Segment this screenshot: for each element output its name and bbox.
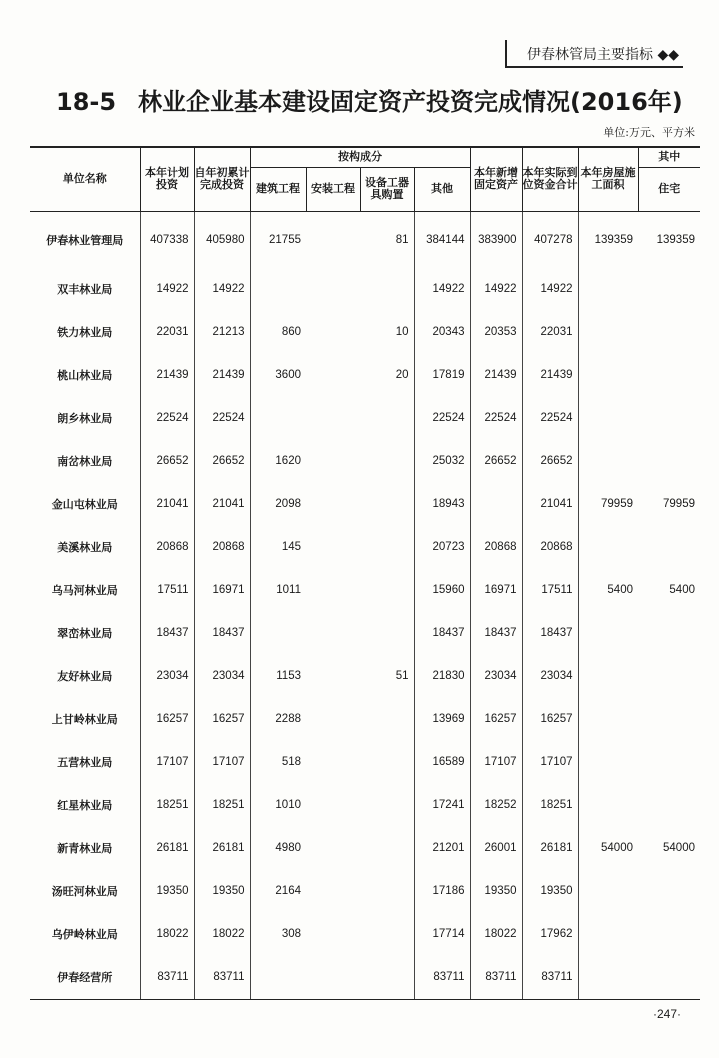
header-composition: 按构成分: [250, 147, 470, 167]
header-cumulative: 自年初累计完成投资: [194, 147, 250, 211]
cell-other: 21201: [414, 827, 470, 870]
cell-housing-area: 5400: [578, 569, 638, 612]
cell-installation: [306, 397, 360, 440]
cell-unit-name: 乌马河林业局: [51, 584, 118, 597]
cell-installation: [306, 354, 360, 397]
cell-housing-area: 79959: [578, 483, 638, 526]
cell-cumulative: 405980: [194, 211, 250, 268]
header-actual-funds: 本年实际到位资金合计: [522, 147, 578, 211]
cell-construction: 145: [250, 526, 306, 569]
cell-residential: 54000: [663, 842, 695, 854]
cell-installation: [306, 526, 360, 569]
cell-cumulative: 16971: [194, 569, 250, 612]
cell-new-assets: 26001: [470, 827, 522, 870]
cell-equipment: 81: [395, 233, 409, 246]
cell-other: 17819: [414, 354, 470, 397]
cell-cumulative: 26181: [194, 827, 250, 870]
cell-actual-funds: 26181: [522, 827, 578, 870]
cell-installation: [306, 784, 360, 827]
cell-construction: 1153: [250, 655, 306, 698]
cell-equipment: [360, 612, 414, 655]
cell-cumulative: 18022: [194, 913, 250, 956]
cell-residential: [638, 440, 700, 483]
cell-construction: 2288: [250, 698, 306, 741]
investment-table: [30, 146, 700, 1000]
cell-unit-name: 伊春经营所: [30, 956, 140, 1000]
cell-new-assets: 14922: [470, 268, 522, 311]
cell-unit-name: 南岔林业局: [57, 455, 113, 468]
cell-plan: 26181: [140, 827, 194, 870]
table-row: [30, 655, 700, 698]
cell-plan: 18251: [140, 784, 194, 827]
cell-equipment: 51: [395, 670, 409, 682]
cell-cumulative: 19350: [194, 870, 250, 913]
cell-other: 18943: [414, 483, 470, 526]
header-equipment: 设备工器具购置: [360, 167, 414, 211]
cell-construction: [250, 268, 306, 311]
cell-equipment: 20: [395, 369, 409, 381]
unit-note: 单位:万元、平方米: [603, 126, 695, 139]
cell-new-assets: 18252: [470, 784, 522, 827]
cell-new-assets: 26652: [470, 440, 522, 483]
cell-new-assets: 21439: [470, 354, 522, 397]
cell-installation: [306, 655, 360, 698]
cell-new-assets: 83711: [470, 956, 522, 1000]
cell-new-assets: 23034: [470, 655, 522, 698]
cell-equipment: [360, 268, 414, 311]
header-installation: 安装工程: [306, 167, 360, 211]
cell-residential: [638, 913, 700, 956]
cell-cumulative: 18251: [194, 784, 250, 827]
cell-actual-funds: 22524: [522, 397, 578, 440]
cell-other: 384144: [414, 211, 470, 268]
header-unit-name: 单位名称: [30, 147, 140, 211]
cell-residential: [638, 526, 700, 569]
cell-residential: [638, 311, 700, 354]
cell-cumulative: 22524: [194, 397, 250, 440]
cell-other: 15960: [414, 569, 470, 612]
cell-cumulative: 18437: [194, 612, 250, 655]
cell-plan: 83711: [140, 956, 194, 1000]
cell-construction: 21755: [250, 211, 306, 268]
cell-residential: [638, 354, 700, 397]
cell-actual-funds: 16257: [522, 698, 578, 741]
cell-plan: 18437: [140, 612, 194, 655]
cell-equipment: [360, 913, 414, 956]
cell-housing-area: 54000: [578, 827, 638, 870]
cell-other: 17186: [414, 870, 470, 913]
table-row: [30, 397, 700, 440]
running-head-divider: [505, 40, 507, 68]
cell-actual-funds: 26652: [522, 440, 578, 483]
cell-new-assets: 18022: [470, 913, 522, 956]
cell-cumulative: 16257: [194, 698, 250, 741]
cell-installation: [306, 870, 360, 913]
cell-actual-funds: 23034: [522, 655, 578, 698]
cell-new-assets: 17107: [470, 741, 522, 784]
cell-construction: 1010: [250, 784, 306, 827]
cell-unit-name: 美溪林业局: [57, 541, 113, 554]
cell-actual-funds: 21041: [522, 483, 578, 526]
cell-actual-funds: 19350: [522, 870, 578, 913]
cell-cumulative: 14922: [194, 268, 250, 311]
cell-unit-name: 汤旺河林业局: [51, 885, 118, 898]
cell-housing-area: [578, 526, 638, 569]
cell-plan: 22031: [140, 311, 194, 354]
cell-other: 17241: [414, 784, 470, 827]
cell-plan: 23034: [140, 655, 194, 698]
cell-equipment: [360, 741, 414, 784]
cell-actual-funds: 407278: [522, 211, 578, 268]
cell-installation: [306, 956, 360, 1000]
cell-residential: 79959: [663, 498, 695, 510]
cell-actual-funds: 18437: [522, 612, 578, 655]
cell-construction: 3600: [250, 354, 306, 397]
table-row: [30, 913, 700, 956]
cell-equipment: [360, 870, 414, 913]
table-row: [30, 741, 700, 784]
cell-other: 25032: [414, 440, 470, 483]
cell-plan: 407338: [140, 211, 194, 268]
cell-other: 22524: [414, 397, 470, 440]
cell-other: 20723: [414, 526, 470, 569]
header-housing-area: 本年房屋施工面积: [578, 147, 638, 211]
cell-housing-area: [578, 913, 638, 956]
table-row: [30, 569, 700, 612]
cell-housing-area: [578, 612, 638, 655]
cell-new-assets: 383900: [470, 211, 522, 268]
cell-other: 21830: [414, 655, 470, 698]
cell-construction: 1620: [250, 440, 306, 483]
table-row: [30, 268, 700, 311]
table-row: [30, 526, 700, 569]
header-new-assets: 本年新增固定资产: [470, 147, 522, 211]
cell-residential: [638, 655, 700, 698]
cell-construction: [250, 397, 306, 440]
cell-actual-funds: 18251: [522, 784, 578, 827]
cell-cumulative: 21041: [194, 483, 250, 526]
cell-unit-name: 金山屯林业局: [51, 498, 118, 511]
cell-cumulative: 83711: [194, 956, 250, 1000]
cell-housing-area: [578, 698, 638, 741]
table-title: 林业企业基本建设固定资产投资完成情况(2016年): [138, 88, 683, 116]
table-row: [30, 612, 700, 655]
cell-unit-name: 伊春林业管理局: [46, 233, 124, 247]
cell-new-assets: 20868: [470, 526, 522, 569]
cell-equipment: [360, 827, 414, 870]
cell-installation: [306, 913, 360, 956]
cell-plan: 21041: [140, 483, 194, 526]
cell-housing-area: [578, 741, 638, 784]
page-number: ·247·: [652, 1007, 681, 1021]
cell-plan: 21439: [140, 354, 194, 397]
cell-plan: 18022: [140, 913, 194, 956]
cell-housing-area: [578, 354, 638, 397]
cell-other: 14922: [414, 268, 470, 311]
cell-installation: [306, 827, 360, 870]
table-row: [30, 956, 700, 1000]
cell-construction: 1011: [250, 569, 306, 612]
cell-residential: [638, 956, 700, 1000]
cell-new-assets: 16257: [470, 698, 522, 741]
cell-installation: [306, 569, 360, 612]
table-row: [30, 311, 700, 354]
cell-equipment: [360, 483, 414, 526]
cell-actual-funds: 83711: [522, 956, 578, 1000]
running-head: [0, 40, 719, 70]
table-row: [30, 784, 700, 827]
cell-plan: 19350: [140, 870, 194, 913]
cell-other: 83711: [414, 956, 470, 1000]
header-other: 其他: [414, 167, 470, 211]
cell-residential: [638, 268, 700, 311]
cell-actual-funds: 21439: [522, 354, 578, 397]
cell-housing-area: [578, 655, 638, 698]
cell-unit-name: 五营林业局: [57, 756, 113, 769]
cell-residential: [638, 784, 700, 827]
cell-other: 17714: [414, 913, 470, 956]
cell-residential: [638, 741, 700, 784]
cell-residential: [638, 397, 700, 440]
cell-construction: [250, 956, 306, 1000]
running-head-text: 伊春林管局主要指标 ◆◆: [527, 47, 679, 63]
running-head-underline: [505, 66, 683, 68]
cell-installation: [306, 268, 360, 311]
page-title: [56, 82, 696, 117]
cell-residential: 139359: [656, 233, 695, 246]
cell-actual-funds: 20868: [522, 526, 578, 569]
cell-residential: [638, 698, 700, 741]
cell-installation: [306, 483, 360, 526]
cell-housing-area: [578, 268, 638, 311]
cell-housing-area: [578, 397, 638, 440]
cell-unit-name: 友好林业局: [57, 670, 113, 683]
cell-new-assets: 19350: [470, 870, 522, 913]
cell-installation: [306, 311, 360, 354]
cell-equipment: [360, 698, 414, 741]
cell-residential: 5400: [669, 584, 695, 596]
cell-housing-area: [578, 784, 638, 827]
cell-cumulative: 20868: [194, 526, 250, 569]
cell-cumulative: 17107: [194, 741, 250, 784]
cell-new-assets: [470, 483, 522, 526]
table-row: [30, 698, 700, 741]
cell-construction: 308: [250, 913, 306, 956]
cell-cumulative: 21213: [194, 311, 250, 354]
cell-plan: 17511: [140, 569, 194, 612]
cell-equipment: [360, 526, 414, 569]
cell-actual-funds: 17107: [522, 741, 578, 784]
cell-actual-funds: 17511: [522, 569, 578, 612]
cell-new-assets: 22524: [470, 397, 522, 440]
cell-installation: [306, 741, 360, 784]
cell-unit-name: 双丰林业局: [57, 283, 113, 296]
cell-actual-funds: 22031: [522, 311, 578, 354]
cell-construction: 2098: [250, 483, 306, 526]
cell-plan: 22524: [140, 397, 194, 440]
cell-new-assets: 16971: [470, 569, 522, 612]
cell-construction: 2164: [250, 870, 306, 913]
header-residential: 住宅: [638, 167, 700, 211]
header-construction: 建筑工程: [250, 167, 306, 211]
cell-installation: [306, 698, 360, 741]
table-row: [30, 483, 700, 526]
cell-equipment: [360, 569, 414, 612]
cell-unit-name: 上甘岭林业局: [51, 713, 118, 726]
cell-housing-area: [578, 311, 638, 354]
cell-housing-area: [578, 870, 638, 913]
cell-housing-area: 139359: [578, 211, 638, 268]
cell-new-assets: 18437: [470, 612, 522, 655]
cell-new-assets: 20353: [470, 311, 522, 354]
cell-plan: 26652: [140, 440, 194, 483]
cell-installation: [306, 612, 360, 655]
header-of-which: 其中: [638, 147, 700, 167]
header-plan: 本年计划投资: [140, 147, 194, 211]
cell-plan: 20868: [140, 526, 194, 569]
cell-plan: 14922: [140, 268, 194, 311]
cell-cumulative: 23034: [194, 655, 250, 698]
table-number: 18-5: [56, 88, 117, 116]
table-row: [30, 211, 700, 268]
cell-plan: 17107: [140, 741, 194, 784]
cell-actual-funds: 14922: [522, 268, 578, 311]
cell-actual-funds: 17962: [522, 913, 578, 956]
cell-equipment: [360, 440, 414, 483]
cell-installation: [306, 211, 360, 268]
cell-plan: 16257: [140, 698, 194, 741]
cell-housing-area: [578, 440, 638, 483]
cell-cumulative: 21439: [194, 354, 250, 397]
cell-construction: [250, 612, 306, 655]
cell-construction: 860: [250, 311, 306, 354]
cell-unit-name: 朗乡林业局: [57, 412, 113, 425]
cell-construction: 4980: [250, 827, 306, 870]
cell-equipment: 10: [395, 326, 409, 338]
table-row: [30, 870, 700, 913]
cell-other: 13969: [414, 698, 470, 741]
cell-unit-name: 桃山林业局: [57, 369, 113, 382]
table-row: [30, 440, 700, 483]
cell-equipment: [360, 784, 414, 827]
cell-other: 18437: [414, 612, 470, 655]
cell-cumulative: 26652: [194, 440, 250, 483]
cell-residential: [638, 612, 700, 655]
cell-housing-area: [578, 956, 638, 1000]
cell-installation: [306, 440, 360, 483]
cell-unit-name: 新青林业局: [57, 842, 113, 855]
cell-equipment: [360, 397, 414, 440]
table-row: [30, 354, 700, 397]
cell-unit-name: 铁力林业局: [57, 326, 113, 339]
cell-equipment: [360, 956, 414, 1000]
cell-construction: 518: [250, 741, 306, 784]
table-row: [30, 827, 700, 870]
cell-other: 16589: [414, 741, 470, 784]
cell-unit-name: 红星林业局: [57, 799, 113, 812]
cell-unit-name: 乌伊岭林业局: [51, 928, 118, 941]
cell-unit-name: 翠峦林业局: [57, 627, 113, 640]
cell-residential: [638, 870, 700, 913]
cell-other: 20343: [414, 311, 470, 354]
table-body: [30, 211, 700, 999]
